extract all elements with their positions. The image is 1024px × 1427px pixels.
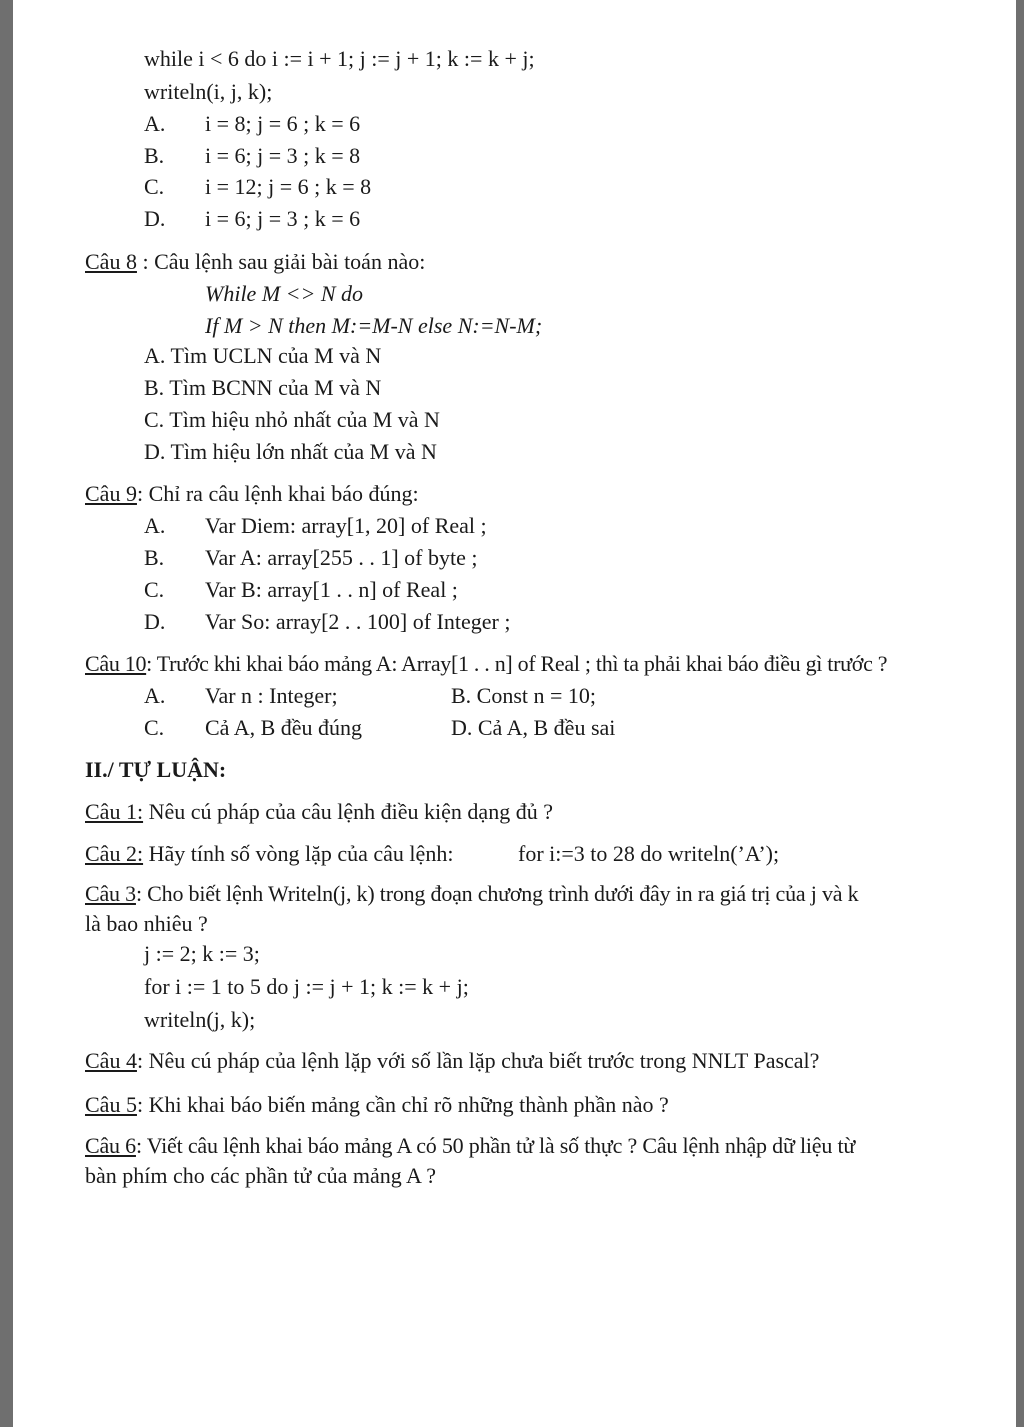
- q7-option-c: [144, 174, 372, 200]
- q10-option-c: [144, 715, 363, 741]
- question-label: Câu 5: [85, 1092, 137, 1117]
- question-label: Câu 8: [85, 249, 137, 274]
- option-text: Var So: array[2 . . 100] of Integer ;: [205, 609, 511, 634]
- option-letter: D.: [144, 609, 166, 634]
- option-text: Var n : Integer;: [205, 683, 338, 708]
- question-text: : Chỉ ra câu lệnh khai báo đúng:: [136, 481, 419, 506]
- q7-option-b: [144, 143, 361, 169]
- question-text: Hãy tính số vòng lặp của câu lệnh:: [143, 841, 454, 866]
- essay-q6-text-line-2: bàn phím cho các phần tử của mảng A ?: [85, 1163, 436, 1188]
- option-letter: B.: [144, 545, 165, 570]
- q7-option-a: [144, 111, 361, 137]
- option-letter: C.: [144, 577, 165, 602]
- essay-q1: [85, 799, 553, 825]
- option-letter: C.: [144, 715, 165, 740]
- question-label: Câu 10: [85, 651, 147, 676]
- document-page: [13, 0, 1016, 1427]
- q10-heading: [85, 651, 887, 677]
- option-text: Cả A, B đều đúng: [205, 715, 363, 740]
- q9-option-c: [144, 577, 458, 603]
- question-text: : Trước khi khai báo mảng A: Array[1 . . n] of Real ; thì ta phải khai báo điều gì trước ?: [146, 651, 888, 676]
- section-title: II./ TỰ LUẬN:: [85, 757, 227, 782]
- q8-option-d: D. Tìm hiệu lớn nhất của M và N: [144, 439, 437, 464]
- q8-option-c: C. Tìm hiệu nhỏ nhất của M và N: [144, 407, 440, 432]
- option-text: i = 12; j = 6 ; k = 8: [205, 174, 372, 199]
- question-text: : Câu lệnh sau giải bài toán nào:: [136, 249, 426, 274]
- essay-q3-code-line-3: writeln(j, k);: [144, 1007, 256, 1032]
- option-text: Var B: array[1 . . n] of Real ;: [205, 577, 458, 602]
- essay-q2: [85, 841, 453, 867]
- question-text: : Khi khai báo biến mảng cần chỉ rõ những thành phần nào ?: [136, 1092, 669, 1117]
- question-text: : Nêu cú pháp của lệnh lặp với số lần lặp chưa biết trước trong NNLT Pascal?: [136, 1048, 820, 1073]
- question-text: Nêu cú pháp của câu lệnh điều kiện dạng đủ ?: [143, 799, 553, 824]
- option-letter: A.: [144, 513, 166, 538]
- essay-q6: [85, 1133, 855, 1159]
- q8-code-line-2: If M > N then M:=M-N else N:=N-M;: [205, 313, 543, 338]
- essay-q3-code-line-2: for i := 1 to 5 do j := j + 1; k := k + j;: [144, 974, 469, 999]
- q10-option-d: D. Cả A, B đều sai: [451, 715, 616, 740]
- q9-option-b: [144, 545, 478, 571]
- essay-q5: [85, 1092, 669, 1118]
- option-letter: A.: [144, 111, 166, 136]
- q9-heading: [85, 481, 419, 507]
- question-label: Câu 1:: [85, 799, 144, 824]
- question-text: : Cho biết lệnh Writeln(j, k) trong đoạn chương trình dưới đây in ra giá trị của j và k: [135, 881, 859, 906]
- q7-option-d: [144, 206, 361, 232]
- q8-option-b: B. Tìm BCNN của M và N: [144, 375, 382, 400]
- essay-q3: [85, 881, 858, 907]
- q9-option-d: [144, 609, 511, 635]
- q8-heading: [85, 249, 425, 275]
- q10-option-a: [144, 683, 338, 709]
- option-letter: B.: [144, 143, 165, 168]
- option-text: Var A: array[255 . . 1] of byte ;: [205, 545, 478, 570]
- q7-code-line-1: while i < 6 do i := i + 1; j := j + 1; k := k + j;: [144, 46, 535, 71]
- essay-q2-code: for i:=3 to 28 do writeln(’A’);: [518, 841, 780, 866]
- essay-q4: [85, 1048, 819, 1074]
- option-text: i = 6; j = 3 ; k = 6: [205, 206, 361, 231]
- question-text: : Viết câu lệnh khai báo mảng A có 50 phần tử là số thực ? Câu lệnh nhập dữ liệu từ: [135, 1133, 856, 1158]
- option-letter: C.: [144, 174, 165, 199]
- option-text: i = 8; j = 6 ; k = 6: [205, 111, 361, 136]
- option-letter: D.: [144, 206, 166, 231]
- question-label: Câu 9: [85, 481, 137, 506]
- q8-option-a: A. Tìm UCLN của M và N: [144, 343, 382, 368]
- q9-option-a: [144, 513, 487, 539]
- option-text: Var Diem: array[1, 20] of Real ;: [205, 513, 487, 538]
- q10-option-b: B. Const n = 10;: [451, 683, 597, 708]
- option-letter: A.: [144, 683, 166, 708]
- question-label: Câu 2:: [85, 841, 144, 866]
- option-text: i = 6; j = 3 ; k = 8: [205, 143, 361, 168]
- question-label: Câu 3: [85, 881, 136, 906]
- question-label: Câu 6: [85, 1133, 136, 1158]
- q8-code-line-1: While M <> N do: [205, 281, 364, 306]
- essay-q3-text-line-2: là bao nhiêu ?: [85, 911, 208, 936]
- question-label: Câu 4: [85, 1048, 137, 1073]
- q7-code-line-2: writeln(i, j, k);: [144, 79, 273, 104]
- essay-q3-code-line-1: j := 2; k := 3;: [144, 941, 260, 966]
